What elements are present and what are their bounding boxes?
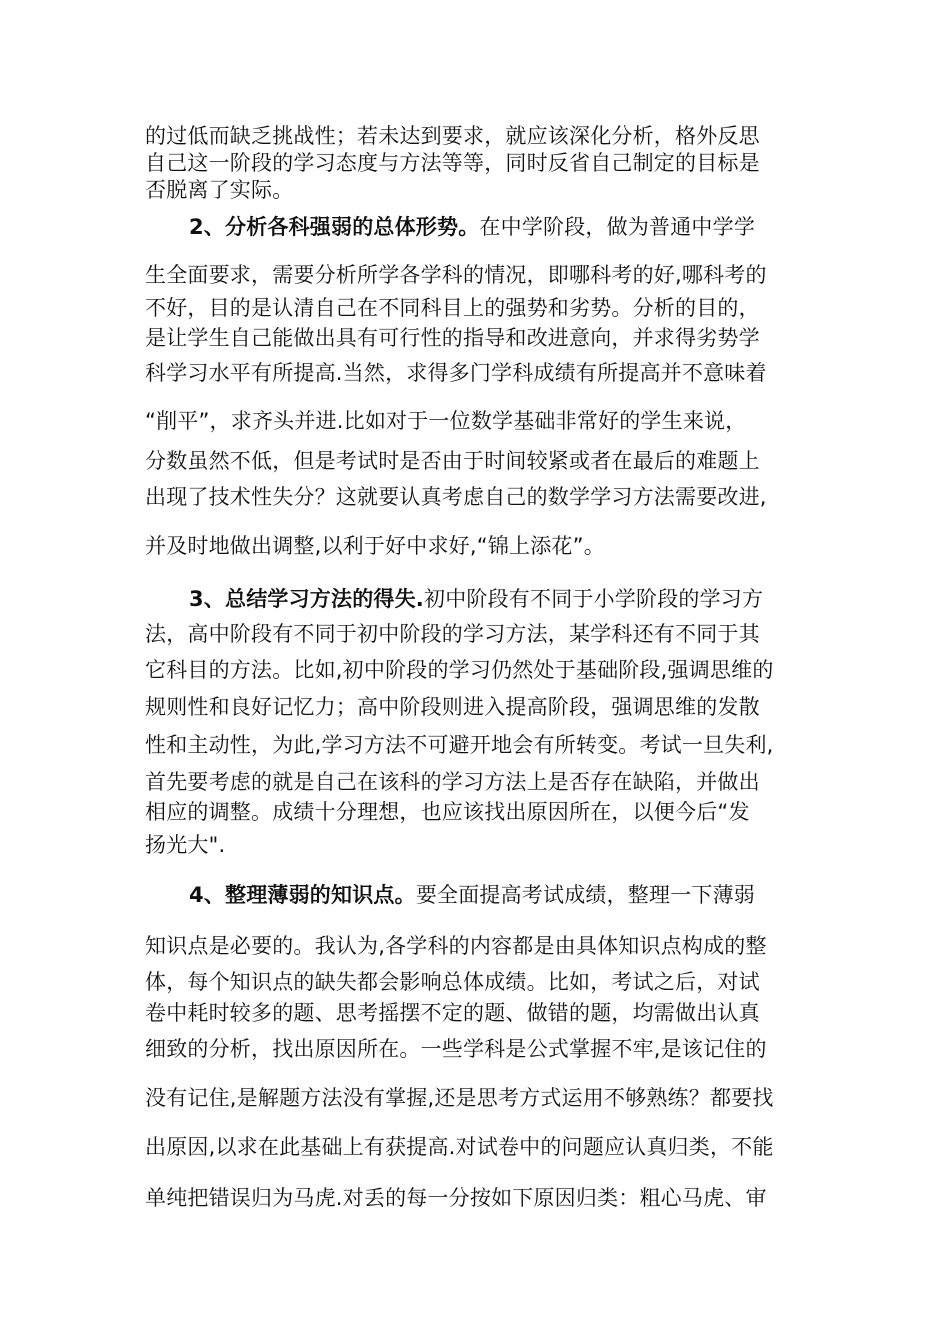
paragraph-first-line	[189, 586, 829, 612]
text-line: 性和主动性，为此,学习方法不可避开地会有所转变。考试一旦失利,	[145, 733, 774, 757]
section-heading: 4、整理薄弱的知识点。	[189, 883, 416, 907]
text-line: 单纯把错误归为马虎.对丢的每一分按如下原因归类：粗心马虎、审	[145, 1186, 767, 1210]
section-heading: 2、分析各科强弱的总体形势。	[189, 215, 480, 239]
paragraph-first-line	[189, 882, 829, 908]
text-line: 出现了技术性失分？这就要认真考虑自己的数学学习方法需要改进,	[145, 485, 767, 509]
text-span: 初中阶段有不同于小学阶段的学习方	[424, 587, 764, 611]
text-line: 首先要考虑的就是自己在该科的学习方法上是否存在缺陷，并做出	[145, 770, 760, 794]
text-line: 自己这一阶段的学习态度与方法等等，同时反省自己制定的目标是	[145, 151, 760, 175]
text-line: “削平”，求齐头并进.比如对于一位数学基础非常好的学生来说，	[145, 409, 747, 433]
text-line: 细致的分析，找出原因所在。一些学科是公式掌握不牢,是该记住的	[145, 1037, 767, 1061]
text-line: 生全面要求，需要分析所学各学科的情况，即哪科考的好,哪科考的	[145, 263, 767, 287]
text-line: 相应的调整。成绩十分理想，也应该找出原因所在，以便今后“发	[145, 800, 750, 824]
text-line: 并及时地做出调整,以利于好中求好,“锦上添花”。	[145, 534, 605, 558]
text-line: 出原因,以求在此基础上有获提高.对试卷中的问题应认真归类，不能	[145, 1135, 774, 1159]
text-line: 分数虽然不低，但是考试时是否由于时间较紧或者在最后的难题上	[145, 449, 760, 473]
text-line: 是让学生自己能做出具有可行性的指导和改进意向，并求得劣势学	[145, 326, 760, 350]
text-line: 没有记住,是解题方法没有掌握,还是思考方式运用不够熟练？都要找	[145, 1086, 774, 1110]
text-line: 知识点是必要的。我认为,各学科的内容都是由具体知识点构成的整	[145, 934, 767, 958]
text-line: 不好，目的是认清自己在不同科目上的强势和劣势。分析的目的，	[145, 296, 760, 320]
text-line: 它科目的方法。比如,初中阶段的学习仍然处于基础阶段,强调思维的	[145, 658, 774, 682]
text-line: 规则性和良好记忆力；高中阶段则进入提高阶段，强调思维的发散	[145, 695, 760, 719]
text-span: 在中学阶段，做为普通中学学	[479, 215, 756, 239]
text-line: 卷中耗时较多的题、思考摇摆不定的题、做错的题，均需做出认真	[145, 1001, 760, 1025]
text-line: 科学习水平有所提高.当然，求得多门学科成绩有所提高并不意味着	[145, 361, 767, 385]
section-heading: 3、总结学习方法的得失.	[189, 587, 424, 611]
text-line: 法，高中阶段有不同于初中阶段的学习方法，某学科还有不同于其	[145, 622, 760, 646]
text-line: 否脱离了实际。	[145, 178, 294, 202]
text-span: 要全面提高考试成绩，整理一下薄弱	[415, 883, 756, 907]
text-line: 体，每个知识点的缺失都会影响总体成绩。比如，考试之后，对试	[145, 970, 760, 994]
paragraph-first-line	[189, 214, 829, 240]
text-line: 的过低而缺乏挑战性；若未达到要求，就应该深化分析，格外反思	[145, 124, 760, 148]
text-line: 扬光大".	[145, 833, 226, 857]
